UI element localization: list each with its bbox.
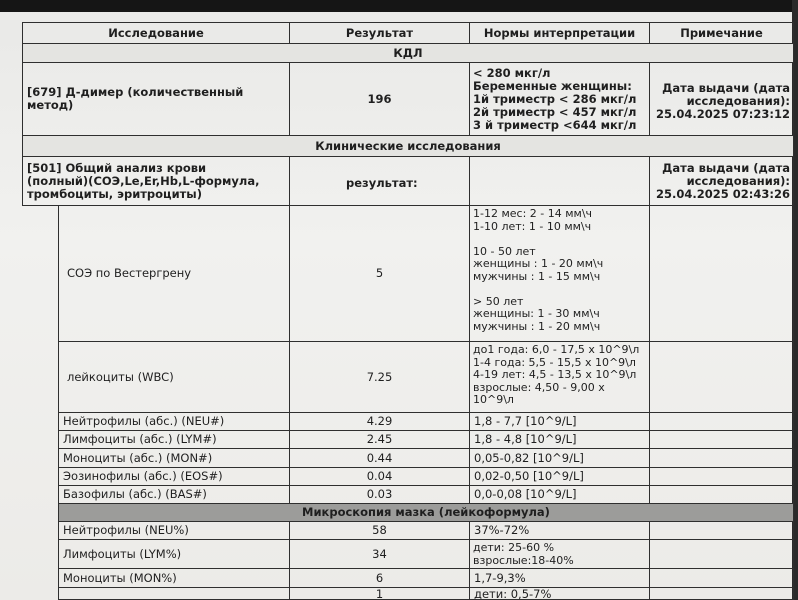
abs-row-norm: 0,02-0,50 [10^9/L] [469,467,650,486]
abs-row-note [649,448,794,468]
pct-row-name: Моноциты (MON%) [58,568,290,588]
abs-row-norm: 0,0-0,08 [10^9/L] [469,485,650,504]
pct-row-norm: 1,7-9,3% [469,568,650,588]
abs-row-norm: 1,8 - 7,7 [10^9/L] [469,412,650,431]
esr-note [649,205,794,342]
abs-row-note [649,485,794,504]
abs-row-norm: 0,05-0,82 [10^9/L] [469,448,650,468]
pct-row-note [649,568,794,588]
section-kdl: КДЛ [22,43,794,63]
abs-row-result: 0.04 [289,467,470,486]
cbc-note: Дата выдачи (дата исследования): 25.04.2025 02:43:26 [649,156,794,206]
abs-row-name: Моноциты (абс.) (MON#) [58,448,290,468]
abs-row-result: 0.44 [289,448,470,468]
pct-row-result: 6 [289,568,470,588]
header-norms: Нормы интерпретации [469,22,650,44]
pct-row-note [649,539,794,569]
abs-row-note [649,467,794,486]
header-note: Примечание [649,22,794,44]
ddimer-note: Дата выдачи (дата исследования): 25.04.2025 07:23:12 [649,62,794,136]
section-clinical: Клинические исследования [22,135,794,157]
pct-row-name: Лимфоциты (LYM%) [58,539,290,569]
cbc-result-label: результат: [289,156,470,206]
pct-row-norm: 37%-72% [469,521,650,540]
header-result: Результат [289,22,470,44]
ddimer-result: 196 [289,62,470,136]
pct-row-name [58,587,290,600]
wbc-norm: до1 года: 6,0 - 17,5 х 10^9\л 1-4 года: 5,5 - 15,5 х 10^9\л 4-19 лет: 4,5 - 13,5 х 10^9\л взрослые: 4,50 - 9,00 х 10^9\л [469,341,650,413]
pct-row-result: 58 [289,521,470,540]
pct-row-norm: дети: 25-60 % взрослые:18-40% [469,539,650,569]
esr-norm: 1-12 мес: 2 - 14 мм\ч 1-10 лет: 1 - 10 мм\ч 10 - 50 лет женщины : 1 - 20 мм\ч мужчины : 1 - 15 мм\ч > 50 лет женщины: 1 - 30 мм\ч мужчины : 1 - 20 мм\ч [469,205,650,342]
wbc-note [649,341,794,413]
esr-result: 5 [289,205,470,342]
abs-row-norm: 1,8 - 4,8 [10^9/L] [469,430,650,449]
abs-row-result: 4.29 [289,412,470,431]
pct-row-result: 34 [289,539,470,569]
section-microscopy: Микроскопия мазка (лейкоформула) [58,503,794,522]
pct-row-note [649,521,794,540]
wbc-name: лейкоциты (WBC) [58,341,290,413]
abs-row-note [649,412,794,431]
ddimer-name: [679] Д-димер (количественный метод) [22,62,290,136]
esr-name: СОЭ по Вестергрену [58,205,290,342]
pct-row-norm: дети: 0,5-7% [469,587,650,600]
monitor-bezel-top [0,0,798,12]
pct-row-note [649,587,794,600]
abs-row-result: 2.45 [289,430,470,449]
pct-row-name: Нейтрофилы (NEU%) [58,521,290,540]
cbc-name: [501] Общий анализ крови (полный)(СОЭ,Le,Er,Hb,L-формула, тромбоциты, эритроциты) [22,156,290,206]
pct-row-result: 1 [289,587,470,600]
abs-row-name: Эозинофилы (абс.) (EOS#) [58,467,290,486]
abs-row-note [649,430,794,449]
cbc-norm-empty [469,156,650,206]
abs-row-name: Лимфоциты (абс.) (LYM#) [58,430,290,449]
ddimer-norm: < 280 мкг/л Беременные женщины: 1й триместр < 286 мкг/л 2й триместр < 457 мкг/л 3 й триместр <644 мкг/л [469,62,650,136]
abs-row-name: Нейтрофилы (абс.) (NEU#) [58,412,290,431]
wbc-result: 7.25 [289,341,470,413]
abs-row-name: Базофилы (абс.) (BAS#) [58,485,290,504]
header-study: Исследование [22,22,290,44]
abs-row-result: 0.03 [289,485,470,504]
